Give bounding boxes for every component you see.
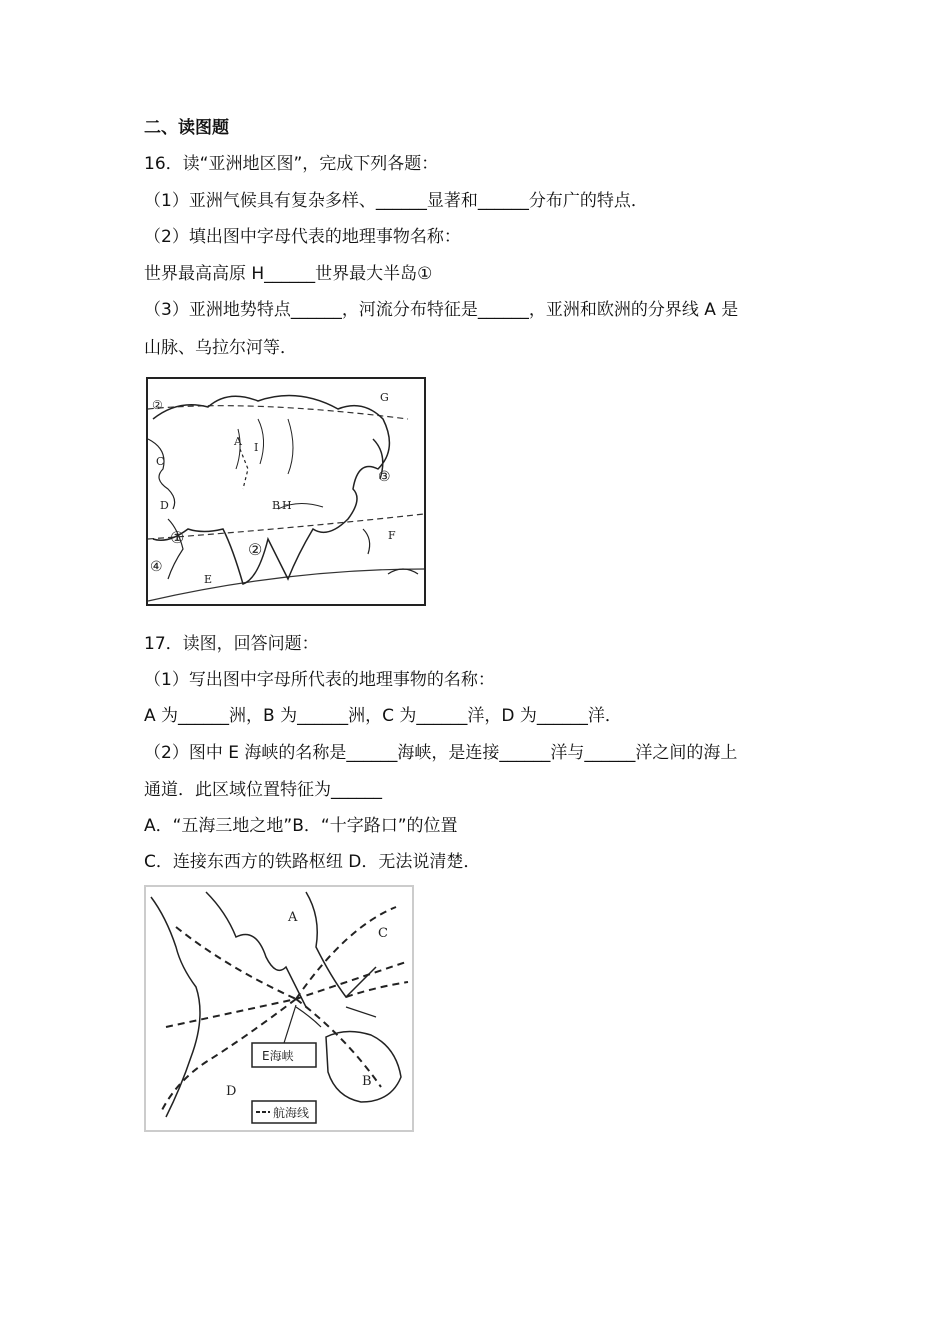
strait-label: E海峡: [262, 1049, 294, 1063]
indian-map-label-d: D: [226, 1084, 237, 1099]
asia-map-label-c: C: [156, 455, 165, 468]
asia-map-label-d: D: [160, 499, 169, 512]
asia-map-label-f: F: [388, 529, 396, 542]
question-17-title: 17．读图，回答问题：: [144, 634, 319, 654]
asia-map: [146, 377, 426, 606]
question-16-title: 16．读“亚洲地区图”，完成下列各题：: [144, 154, 439, 174]
indian-map-label-b: B: [362, 1074, 372, 1089]
legend-label: 航海线: [273, 1106, 310, 1120]
question-16-part-2-line: 世界最高高原 H______世界最大半岛①: [144, 264, 433, 284]
question-17-options-ab: A．“五海三地之地”B．“十字路口”的位置: [144, 816, 458, 836]
question-17-options-cd: C．连接东西方的铁路枢纽 D．无法说清楚．: [144, 852, 481, 872]
asia-map-label-1: ①: [170, 528, 185, 547]
asia-map-label-h: H: [282, 499, 292, 512]
asia-map-label-4: ④: [150, 559, 163, 575]
question-16-part-3-cont: 山脉、乌拉尔河等．: [144, 338, 297, 358]
asia-map-label-g: G: [380, 391, 389, 404]
asia-map-label-3: ③: [378, 469, 391, 485]
indian-map-label-c: C: [378, 926, 388, 941]
question-16-part-3: （3）亚洲地势特点______，河流分布特征是______，亚洲和欧洲的分界线 A 是: [144, 300, 739, 320]
asia-map-label-a: A: [234, 435, 242, 448]
asia-map-label-b: B: [272, 499, 281, 512]
section-title: 二、读图题: [144, 118, 229, 138]
question-17-part-2-cont: 通道．此区域位置特征为______: [144, 780, 382, 800]
asia-map-label-e: E: [204, 573, 213, 586]
question-17-part-1-line: A 为______洲，B 为______洲，C 为______洋，D 为______洋．: [144, 706, 622, 726]
asia-map-label-i: I: [254, 441, 259, 454]
question-16-part-1: （1）亚洲气候具有复杂多样、______显著和______分布广的特点．: [144, 191, 648, 211]
indian-ocean-map: [144, 885, 414, 1132]
asia-map-label-ring-2-top: ②: [152, 398, 163, 412]
question-16-part-2: （2）填出图中字母代表的地理事物名称：: [144, 227, 461, 247]
indian-map-label-a: A: [288, 910, 298, 925]
asia-map-label-2: ②: [248, 540, 263, 559]
question-17-part-2: （2）图中 E 海峡的名称是______海峡，是连接______洋与______洋之间的海上: [144, 743, 738, 763]
question-17-part-1: （1）写出图中字母所代表的地理事物的名称：: [144, 670, 495, 690]
